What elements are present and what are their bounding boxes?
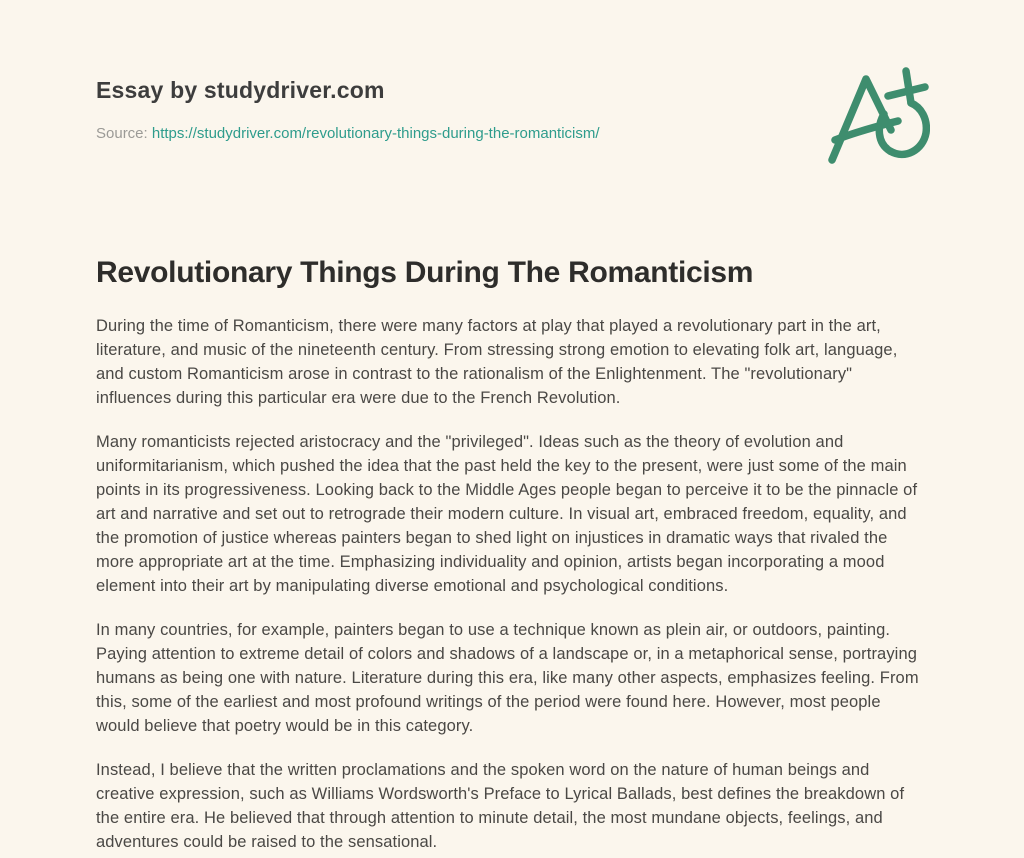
essay-paragraph-2: Many romanticists rejected aristocracy and the "privileged". Ideas such as the theory of evolution and uniformitarianism, which pushed the idea that the past held the key to the present, were just some of the main points in its progressiveness. Looking back to the Middle Ages people began to perceive it to be the pinnacle of art and narrative and set out to retrograde their modern culture. In visual art, embraced freedom, equality, and the promotion of justice whereas painters began to shed light on injustices in dramatic ways that rivaled the more appropriate art at the time. Emphasizing individuality and opinion, artists began incorporating a mood element into their art by manipulating diverse emotional and psychological conditions. <box>96 433 918 595</box>
page-title: Essay by studydriver.com <box>96 77 385 103</box>
studydriver-logo <box>820 58 930 168</box>
essay-title: Revolutionary Things During The Romanticism <box>96 256 754 289</box>
essay-paragraph-3: In many countries, for example, painters began to use a technique known as plein air, or outdoors, painting. Paying attention to extreme detail of colors and shadows of a landscape or, in a metaphorical sense, portraying humans as being one with nature. Literature during this era, like many other aspects, emphasizes feeling. From this, some of the earliest and most profound writings of the period were found here. However, most people would believe that poetry would be in this category. <box>96 621 919 735</box>
document-header <box>96 76 928 142</box>
source-label: Source: <box>96 125 148 142</box>
essay-paragraph-4: Instead, I believe that the written proclamations and the spoken word on the nature of human beings and creative expression, such as Williams Wordsworth's Preface to Lyrical Ballads, best defines the breakdown of the entire era. He believed that through attention to minute detail, the most mundane objects, feelings, and adventures could be raised to the sensational. <box>96 761 905 851</box>
source-link[interactable]: https://studydriver.com/revolutionary-things-during-the-romanticism/ <box>151 125 600 142</box>
a-plus-logo-icon <box>820 58 930 168</box>
essay-paragraph-1: During the time of Romanticism, there were many factors at play that played a revolutionary part in the art, literature, and music of the nineteenth century. From stressing strong emotion to elevating folk art, language, and custom Romanticism arose in contrast to the rationalism of the Enlightenment. The "revolutionary" influences during this particular era were due to the French Revolution. <box>96 317 898 407</box>
essay-body <box>96 254 926 854</box>
source-line <box>96 126 928 142</box>
